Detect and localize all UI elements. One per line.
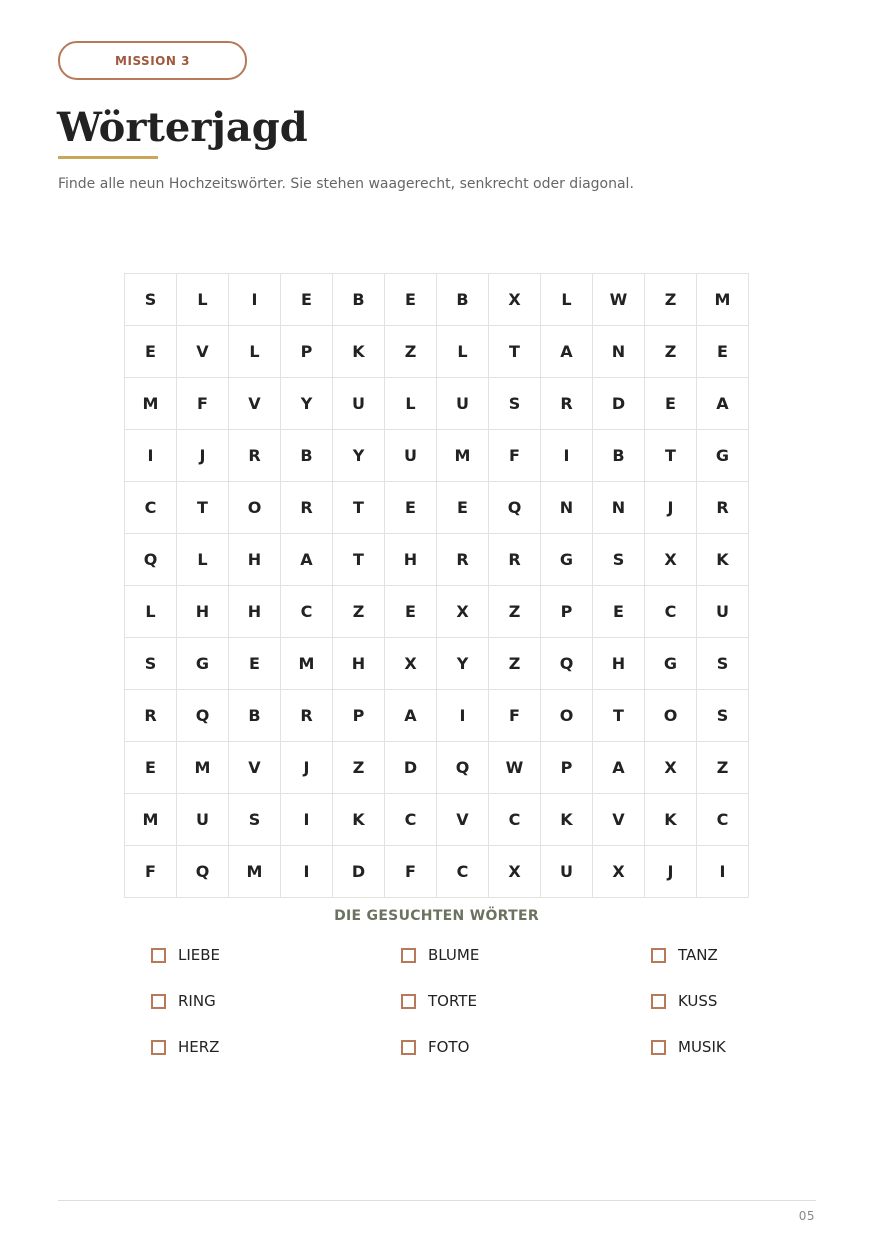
grid-cell[interactable]: Z <box>385 326 437 378</box>
grid-cell[interactable]: F <box>385 846 437 898</box>
grid-cell[interactable]: U <box>333 378 385 430</box>
word-checklist-item[interactable] <box>151 1037 219 1057</box>
word-label: BLUME <box>428 946 480 964</box>
word-checkbox[interactable] <box>401 948 416 963</box>
grid-cell[interactable]: N <box>593 326 645 378</box>
grid-cell[interactable]: P <box>541 742 593 794</box>
grid-cell[interactable]: U <box>177 794 229 846</box>
grid-cell[interactable]: X <box>593 846 645 898</box>
grid-cell[interactable]: G <box>645 638 697 690</box>
grid-cell[interactable]: X <box>489 846 541 898</box>
word-checkbox[interactable] <box>151 994 166 1009</box>
grid-cell[interactable]: A <box>281 534 333 586</box>
grid-cell[interactable]: K <box>697 534 749 586</box>
grid-cell[interactable]: U <box>437 378 489 430</box>
grid-cell[interactable]: J <box>177 430 229 482</box>
grid-cell[interactable]: L <box>229 326 281 378</box>
grid-cell[interactable]: S <box>593 534 645 586</box>
grid-cell[interactable]: I <box>437 690 489 742</box>
word-label: TANZ <box>678 946 718 964</box>
word-label: MUSIK <box>678 1038 726 1056</box>
grid-cell[interactable]: K <box>645 794 697 846</box>
grid-cell[interactable]: L <box>541 274 593 326</box>
grid-cell[interactable]: O <box>541 690 593 742</box>
grid-cell[interactable]: C <box>697 794 749 846</box>
grid-cell[interactable]: I <box>125 430 177 482</box>
title-underline <box>58 156 158 159</box>
word-search-grid <box>124 273 749 898</box>
grid-cell[interactable]: T <box>489 326 541 378</box>
grid-cell[interactable]: R <box>125 690 177 742</box>
grid-cell[interactable]: F <box>489 430 541 482</box>
grid-cell[interactable]: E <box>385 586 437 638</box>
grid-cell[interactable]: B <box>281 430 333 482</box>
grid-cell[interactable]: C <box>489 794 541 846</box>
grid-cell[interactable]: T <box>333 482 385 534</box>
grid-cell[interactable]: X <box>645 742 697 794</box>
grid-cell[interactable]: X <box>645 534 697 586</box>
grid-cell[interactable]: W <box>489 742 541 794</box>
instructions-text: Finde alle neun Hochzeitswörter. Sie stehen waagerecht, senkrecht oder diagonal. <box>58 176 634 192</box>
word-label: TORTE <box>428 992 477 1010</box>
grid-cell[interactable]: G <box>541 534 593 586</box>
grid-cell[interactable]: L <box>177 534 229 586</box>
word-checklist-item[interactable] <box>651 1037 726 1057</box>
grid-cell[interactable]: K <box>333 794 385 846</box>
grid-cell[interactable]: B <box>593 430 645 482</box>
word-checkbox[interactable] <box>401 1040 416 1055</box>
page-number: 05 <box>798 1209 815 1223</box>
grid-cell[interactable]: C <box>645 586 697 638</box>
word-checklist-item[interactable] <box>401 1037 469 1057</box>
grid-cell[interactable]: L <box>125 586 177 638</box>
grid-cell[interactable]: I <box>541 430 593 482</box>
grid-cell[interactable]: E <box>385 274 437 326</box>
grid-cell[interactable]: L <box>385 378 437 430</box>
grid-cell[interactable]: T <box>645 430 697 482</box>
word-label: LIEBE <box>178 946 221 964</box>
grid-cell[interactable]: T <box>333 534 385 586</box>
grid-cell[interactable]: E <box>281 274 333 326</box>
grid-cell[interactable]: K <box>333 326 385 378</box>
grid-cell[interactable]: C <box>281 586 333 638</box>
word-checkbox[interactable] <box>151 1040 166 1055</box>
word-checklist-item[interactable] <box>401 945 479 965</box>
word-label: HERZ <box>178 1038 220 1056</box>
grid-cell[interactable]: D <box>593 378 645 430</box>
word-checkbox[interactable] <box>151 948 166 963</box>
word-checklist-item[interactable] <box>151 991 216 1011</box>
grid-cell[interactable]: E <box>125 326 177 378</box>
grid-cell[interactable]: O <box>645 690 697 742</box>
grid-cell[interactable]: H <box>229 534 281 586</box>
grid-cell[interactable]: P <box>281 326 333 378</box>
grid-cell[interactable]: E <box>229 638 281 690</box>
page-title: Wörterjagd <box>57 104 308 151</box>
grid-cell[interactable]: E <box>697 326 749 378</box>
grid-cell[interactable]: Z <box>489 586 541 638</box>
grid-cell[interactable]: Q <box>177 846 229 898</box>
grid-cell[interactable]: G <box>177 638 229 690</box>
grid-cell[interactable]: T <box>177 482 229 534</box>
grid-cell[interactable]: E <box>437 482 489 534</box>
grid-cell[interactable]: I <box>281 794 333 846</box>
grid-cell[interactable]: E <box>385 482 437 534</box>
grid-cell[interactable]: R <box>541 378 593 430</box>
grid-cell[interactable]: Z <box>333 742 385 794</box>
grid-cell[interactable]: Q <box>541 638 593 690</box>
grid-cell[interactable]: X <box>437 586 489 638</box>
grid-cell[interactable]: P <box>541 586 593 638</box>
grid-cell[interactable]: Q <box>489 482 541 534</box>
grid-cell[interactable]: I <box>697 846 749 898</box>
grid-cell[interactable]: F <box>489 690 541 742</box>
grid-cell[interactable]: S <box>229 794 281 846</box>
grid-cell[interactable]: C <box>125 482 177 534</box>
grid-cell[interactable]: Z <box>489 638 541 690</box>
mission-badge: MISSION 3 <box>58 41 247 80</box>
grid-cell[interactable]: D <box>333 846 385 898</box>
grid-cell[interactable]: V <box>437 794 489 846</box>
grid-cell[interactable]: Y <box>437 638 489 690</box>
grid-cell[interactable]: M <box>697 274 749 326</box>
grid-cell[interactable]: Z <box>697 742 749 794</box>
word-checklist-item[interactable] <box>651 991 717 1011</box>
grid-cell[interactable]: L <box>437 326 489 378</box>
grid-cell[interactable]: A <box>385 690 437 742</box>
grid-cell[interactable]: Q <box>437 742 489 794</box>
grid-cell[interactable]: H <box>385 534 437 586</box>
grid-cell[interactable]: G <box>697 430 749 482</box>
word-label: RING <box>178 992 216 1010</box>
grid-cell[interactable]: A <box>541 326 593 378</box>
grid-cell[interactable]: Q <box>177 690 229 742</box>
grid-cell[interactable]: H <box>229 586 281 638</box>
word-checklist-item[interactable] <box>151 945 220 965</box>
grid-cell[interactable]: H <box>333 638 385 690</box>
word-checkbox[interactable] <box>651 994 666 1009</box>
grid-cell[interactable]: R <box>281 482 333 534</box>
grid-cell[interactable]: V <box>229 742 281 794</box>
footer-divider <box>58 1200 816 1201</box>
grid-cell[interactable]: M <box>125 794 177 846</box>
grid-cell[interactable]: R <box>697 482 749 534</box>
word-checklist-item[interactable] <box>401 991 477 1011</box>
grid-cell[interactable]: M <box>437 430 489 482</box>
grid-cell[interactable]: S <box>489 378 541 430</box>
grid-cell[interactable]: Y <box>281 378 333 430</box>
grid-cell[interactable]: X <box>489 274 541 326</box>
grid-cell[interactable]: C <box>437 846 489 898</box>
grid-cell[interactable]: V <box>593 794 645 846</box>
grid-cell[interactable]: V <box>177 326 229 378</box>
grid-cell[interactable]: R <box>437 534 489 586</box>
grid-cell[interactable]: J <box>645 846 697 898</box>
grid-cell[interactable]: Y <box>333 430 385 482</box>
grid-cell[interactable]: J <box>281 742 333 794</box>
grid-cell[interactable]: X <box>385 638 437 690</box>
grid-cell[interactable]: H <box>593 638 645 690</box>
grid-cell[interactable]: E <box>645 378 697 430</box>
grid-cell[interactable]: N <box>593 482 645 534</box>
word-checklist-item[interactable] <box>651 945 718 965</box>
grid-cell[interactable]: R <box>229 430 281 482</box>
grid-cell[interactable]: S <box>125 638 177 690</box>
grid-cell[interactable]: F <box>177 378 229 430</box>
grid-cell[interactable]: A <box>593 742 645 794</box>
word-list-heading: DIE GESUCHTEN WÖRTER <box>334 908 539 924</box>
grid-cell[interactable]: J <box>645 482 697 534</box>
word-checkbox[interactable] <box>651 1040 666 1055</box>
grid-cell[interactable]: U <box>385 430 437 482</box>
grid-cell[interactable]: M <box>125 378 177 430</box>
grid-cell[interactable]: T <box>593 690 645 742</box>
grid-cell[interactable]: E <box>125 742 177 794</box>
grid-cell[interactable]: O <box>229 482 281 534</box>
grid-cell[interactable]: M <box>229 846 281 898</box>
grid-cell[interactable]: Z <box>333 586 385 638</box>
grid-cell[interactable]: U <box>541 846 593 898</box>
grid-cell[interactable]: N <box>541 482 593 534</box>
grid-cell[interactable]: H <box>177 586 229 638</box>
grid-cell[interactable]: I <box>281 846 333 898</box>
grid-cell[interactable]: C <box>385 794 437 846</box>
grid-cell[interactable]: B <box>437 274 489 326</box>
grid-cell[interactable]: S <box>697 638 749 690</box>
grid-cell[interactable]: R <box>281 690 333 742</box>
grid-cell[interactable]: M <box>281 638 333 690</box>
grid-cell[interactable]: Z <box>645 326 697 378</box>
grid-cell[interactable]: P <box>333 690 385 742</box>
grid-cell[interactable]: W <box>593 274 645 326</box>
grid-cell[interactable]: A <box>697 378 749 430</box>
grid-cell[interactable]: Z <box>645 274 697 326</box>
grid-cell[interactable]: I <box>229 274 281 326</box>
grid-cell[interactable]: D <box>385 742 437 794</box>
grid-cell[interactable]: U <box>697 586 749 638</box>
grid-cell[interactable]: R <box>489 534 541 586</box>
word-label: FOTO <box>428 1038 470 1056</box>
word-label: KUSS <box>678 992 718 1010</box>
grid-cell[interactable]: S <box>697 690 749 742</box>
grid-cell[interactable]: S <box>125 274 177 326</box>
grid-cell[interactable]: V <box>229 378 281 430</box>
word-checkbox[interactable] <box>651 948 666 963</box>
grid-cell[interactable]: E <box>593 586 645 638</box>
grid-cell[interactable]: B <box>229 690 281 742</box>
grid-cell[interactable]: B <box>333 274 385 326</box>
word-checkbox[interactable] <box>401 994 416 1009</box>
grid-cell[interactable]: L <box>177 274 229 326</box>
grid-cell[interactable]: K <box>541 794 593 846</box>
grid-cell[interactable]: M <box>177 742 229 794</box>
grid-cell[interactable]: Q <box>125 534 177 586</box>
grid-cell[interactable]: F <box>125 846 177 898</box>
